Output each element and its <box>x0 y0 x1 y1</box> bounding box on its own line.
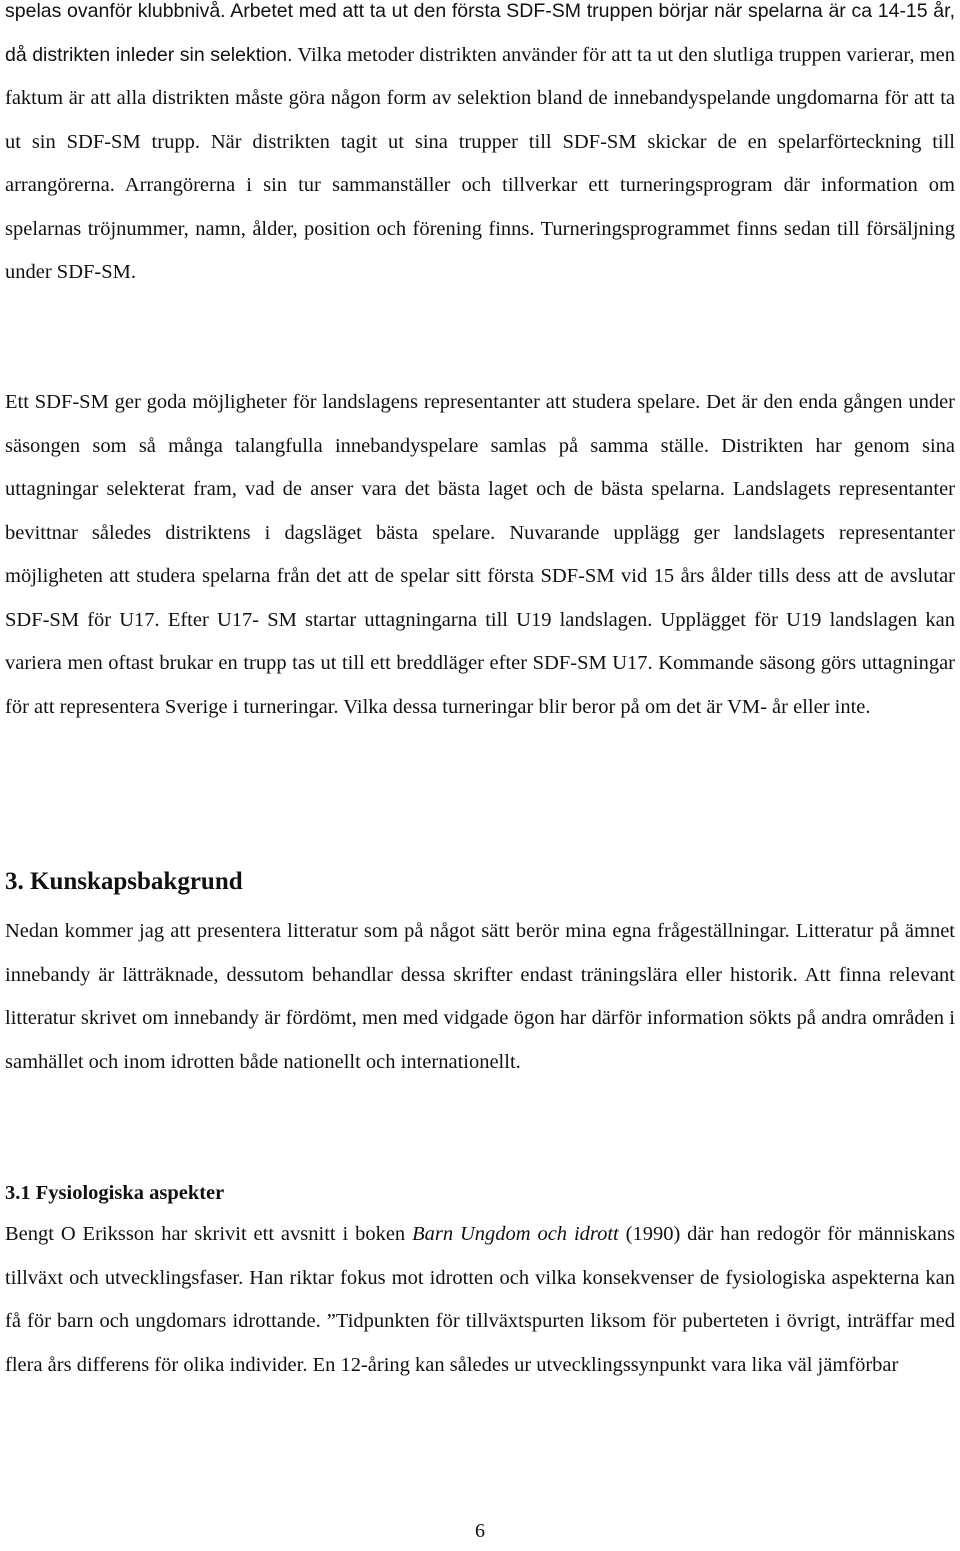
page-number: 6 <box>475 1520 485 1542</box>
subsection-heading-fysiologiska-aspekter: 3.1 Fysiologiska aspekter <box>5 1182 225 1204</box>
paragraph-serif-fragment: Arrangörerna i sin tur sammanställer och tillverkar ett turneringsprogram där information om spelarnas tröjnummer, namn, ålder, position och förening finns. Turneringsprogrammet finns sedan till försäljning under SDF-SM. <box>5 174 955 283</box>
paragraph-literature-intro: Nedan kommer jag att presentera litteratur som på något sätt berör mina egna frågeställningar. Litteratur på ämnet innebandy är lätträknade, dessutom behandlar dessa skrifter endast träningslära eller historik. Att finna relevant litteratur skrivet om innebandy är fördömt, men med vidgade ögon har därför information sökts på andra områden i samhället och inom idrotten både nationellt och internationellt. <box>5 920 955 1073</box>
section-heading-kunskapsbakgrund: 3. Kunskapsbakgrund <box>5 868 243 895</box>
paragraph-sdf-sm-selection <box>5 0 955 295</box>
paragraph-text-fragment: Bengt O Eriksson har skrivit ett avsnitt i boken <box>5 1223 413 1245</box>
paragraph-sans-fragment: spelas ovanför klubbnivå. Arbetet med att ta ut den första SDF-SM truppen börjar när spelarna är ca 14-15 år, då distrikten inleder sin selektion. <box>5 0 955 66</box>
book-title: Barn Ungdom och idrott <box>412 1223 619 1245</box>
paragraph-text-fragment: (1990) där han redogör för människans tillväxt och utvecklingsfaser. Han riktar fokus mot idrotten och vilka konsekvenser de fysiologiska aspekterna kan få för barn och ungdomars idrottande. ”Tidpunkten för tillväxtspurten liksom för puberteten i övrigt, inträffar med flera års differens för olika individer. En 12-åring kan således ur utvecklingssynpunkt vara lika väl jämförbar <box>5 1223 955 1376</box>
paragraph-landslag-scouting: Ett SDF-SM ger goda möjligheter för landslagens representanter att studera spelare. Det är den enda gången under säsongen som så många talangfulla innebandyspelare samlas på samma ställe. Distrikten har genom sina uttagningar selekterat fram, vad de anser vara det bästa laget och de bästa spelarna. Landslagets representanter bevittnar således distriktens i dagsläget bästa spelare. Nuvarande upplägg ger landslagets representanter möjligheten att studera spelarna från det att de spelar sitt första SDF-SM vid 15 års ålder tills dess att de avslutar SDF-SM för U17. Efter U17- SM startar uttagningarna till U19 landslagen. Upplägget för U19 landslagen kan variera men oftast brukar en trupp tas ut till ett breddläger efter SDF-SM U17. Kommande säsong görs uttagningar för att representera Sverige i turneringar. Vilka dessa turneringar blir beror på om det är VM- år eller inte. <box>5 391 955 718</box>
paragraph-serif-fragment: Vilka metoder distrikten använder för att ta ut den slutliga truppen varierar, men faktum är att alla distrikten måste göra någon form av selektion bland de innebandyspelande ungdomarna för att ta ut sin SDF-SM trupp. När distrikten tagit ut sina trupper till SDF-SM skickar de en spelarförteckning till arrangörerna. <box>5 43 955 196</box>
paragraph-fysiologiska <box>5 1213 955 1387</box>
